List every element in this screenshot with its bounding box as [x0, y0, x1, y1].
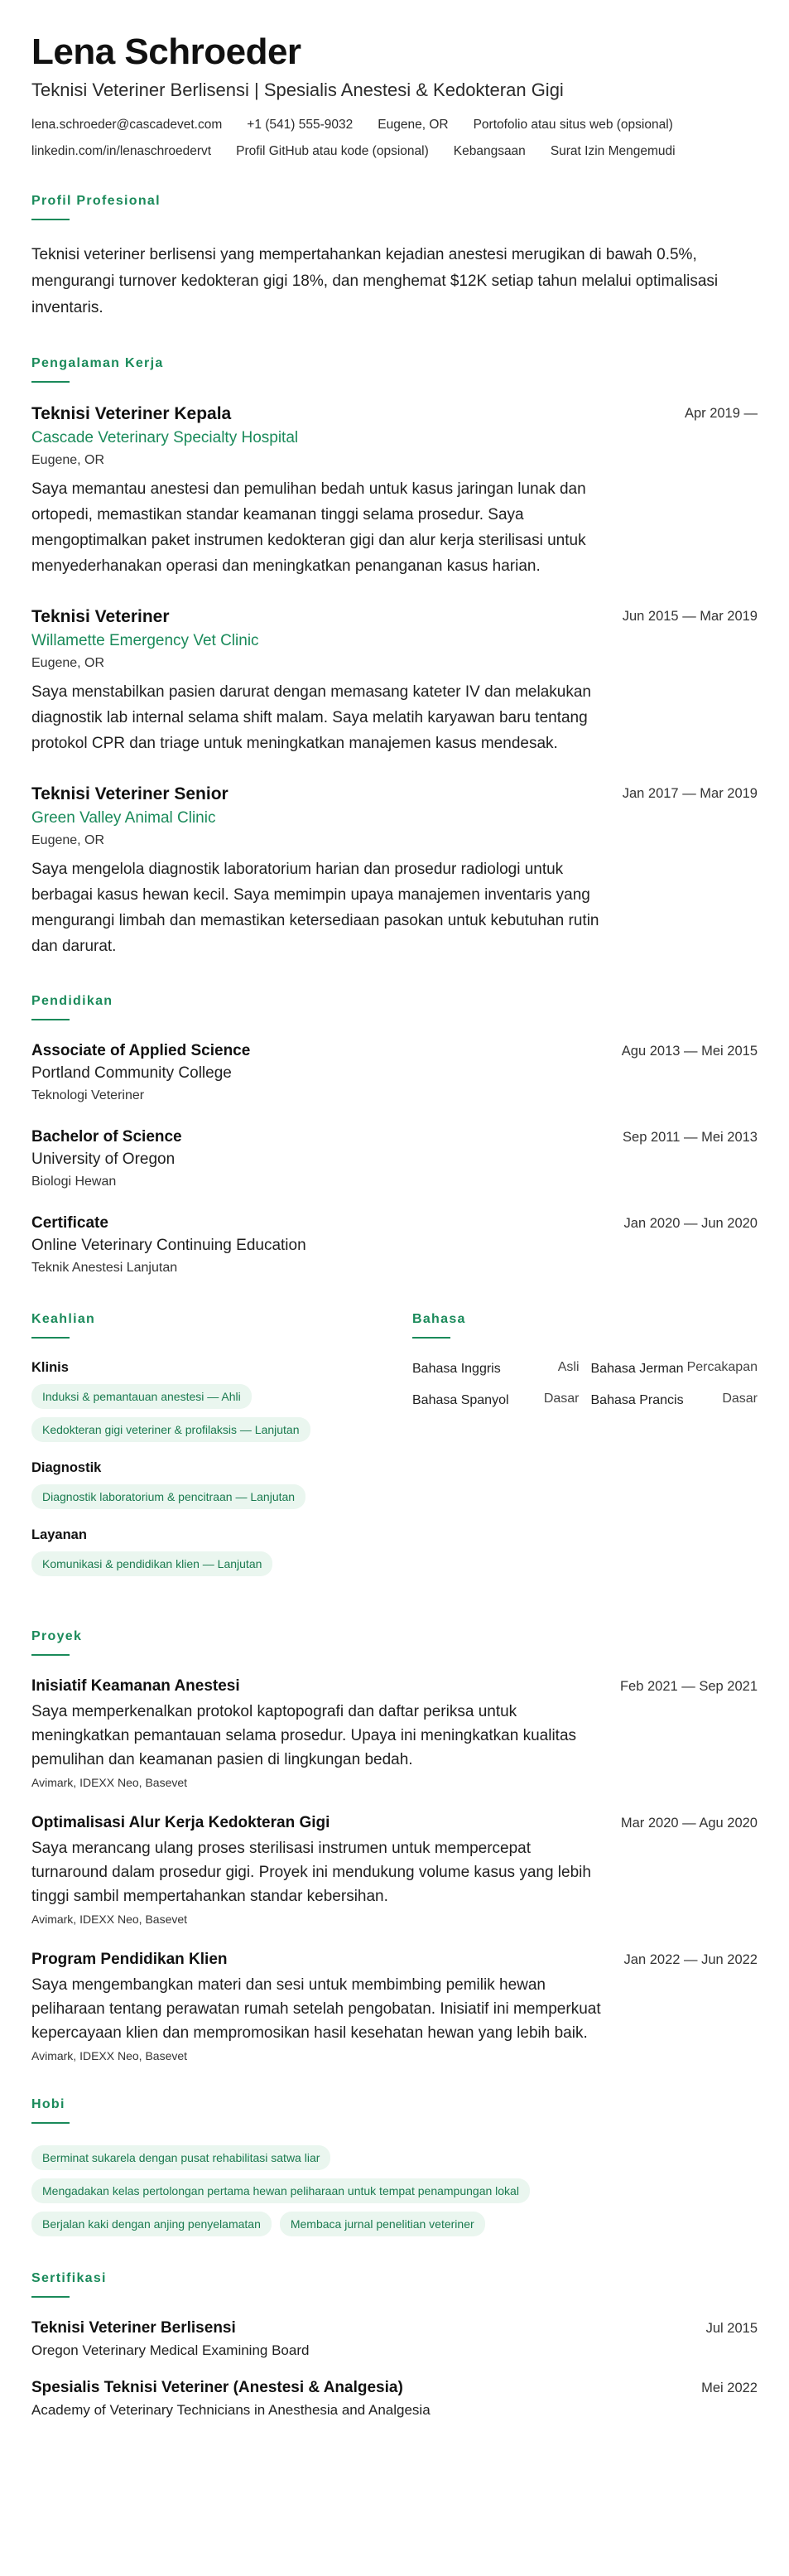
- skills-section: [31, 1312, 363, 1594]
- job-title: Teknisi Veteriner Kepala: [31, 404, 232, 423]
- section-heading: Proyek: [31, 1629, 83, 1643]
- hobby-tag: Berminat sukarela dengan pusat rehabilitasi satwa liar: [31, 2145, 330, 2170]
- job-date: Jun 2015 — Mar 2019: [622, 609, 758, 624]
- school-name: Portland Community College: [31, 1064, 232, 1082]
- education-entry: [31, 1042, 758, 1103]
- candidate-title: Teknisi Veteriner Berlisensi | Spesialis Anestesi & Kedokteran Gigi: [31, 80, 564, 100]
- certifications-section: [31, 2271, 758, 2419]
- contact-drivers-license: Surat Izin Mengemudi: [550, 144, 676, 158]
- language-name: Bahasa Jerman: [590, 1362, 684, 1376]
- language-item: [591, 1392, 758, 1410]
- certification-title: Teknisi Veteriner Berlisensi: [31, 2319, 236, 2337]
- certification-issuer: Academy of Veterinary Technicians in Anesthesia and Analgesia: [31, 2402, 431, 2418]
- degree-title: Certificate: [31, 1214, 108, 1232]
- employer-name: Willamette Emergency Vet Clinic: [31, 632, 259, 649]
- field-of-study: Teknik Anestesi Lanjutan: [31, 1261, 178, 1275]
- language-item: [412, 1360, 580, 1378]
- contact-linkedin[interactable]: linkedin.com/in/lenaschroedervt: [31, 144, 212, 158]
- skill-tag: Induksi & pemantauan anestesi — Ahli: [31, 1384, 252, 1409]
- project-tools: Avimark, IDEXX Neo, Basevet: [31, 2049, 188, 2062]
- job-location: Eugene, OR: [31, 833, 105, 847]
- certification-issuer: Oregon Veterinary Medical Examining Board: [31, 2342, 310, 2358]
- degree-title: Bachelor of Science: [31, 1128, 182, 1146]
- contact-nationality: Kebangsaan: [453, 144, 526, 158]
- section-heading: Bahasa: [412, 1312, 466, 1326]
- contact-location: Eugene, OR: [378, 118, 449, 132]
- project-date: Feb 2021 — Sep 2021: [619, 1679, 758, 1694]
- education-section: [31, 994, 758, 1276]
- job-date: Jan 2017 — Mar 2019: [622, 786, 758, 801]
- field-of-study: Biologi Hewan: [31, 1175, 117, 1189]
- candidate-name: Lena Schroeder: [31, 31, 301, 72]
- section-divider: [31, 1337, 70, 1339]
- skill-group: [31, 1460, 363, 1509]
- skill-tag: Kedokteran gigi veteriner & profilaksis — Lanjutan: [31, 1417, 310, 1442]
- languages-section: [412, 1312, 758, 1594]
- contact-email[interactable]: lena.schroeder@cascadevet.com: [31, 118, 223, 132]
- project-entry: [31, 1951, 758, 2062]
- experience-entry: [31, 404, 758, 579]
- job-date: Apr 2019 —: [684, 406, 758, 421]
- certification-entry: [31, 2379, 758, 2419]
- section-heading: Keahlian: [31, 1312, 96, 1326]
- contact-portfolio[interactable]: Portofolio atau situs web (opsional): [473, 118, 673, 132]
- hobby-tag: Mengadakan kelas pertolongan pertama hewan peliharaan untuk tempat penampungan lokal: [31, 2178, 530, 2203]
- job-location: Eugene, OR: [31, 656, 105, 670]
- project-description: Saya merancang ulang proses sterilisasi instrumen untuk mempercepat turnaround dalam prosedur gigi. Proyek ini mendukung volume kasus yang lebih tinggi sambil mempertahankan standar kebersihan.: [31, 1840, 591, 1905]
- experience-entry: [31, 784, 758, 959]
- language-name: Bahasa Inggris: [412, 1362, 501, 1376]
- section-divider: [31, 219, 70, 220]
- job-description: Saya memantau anestesi dan pemulihan bedah untuk kasus jaringan lunak dan ortopedi, memastikan standar keamanan tinggi selama prosedur. Saya mengoptimalkan paket instrumen kedokteran gigi dan alur kerja sterilisasi untuk menyederhanakan operasi dan meningkatkan penanganan kasus harian.: [31, 480, 586, 575]
- education-entry: [31, 1128, 758, 1189]
- job-location: Eugene, OR: [31, 453, 105, 467]
- skill-category: Diagnostik: [31, 1460, 102, 1475]
- language-level: Asli: [557, 1360, 580, 1374]
- language-level: Dasar: [543, 1392, 580, 1406]
- school-name: University of Oregon: [31, 1151, 176, 1168]
- section-heading: Pendidikan: [31, 994, 113, 1008]
- project-date: Jan 2022 — Jun 2022: [623, 1952, 758, 1967]
- skills-languages-row: [31, 1312, 758, 1594]
- project-entry: [31, 1677, 758, 1789]
- job-description: Saya menstabilkan pasien darurat dengan memasang kateter IV dan melakukan diagnostik lab internal selama shift malam. Saya melatih karyawan baru tentang protokol CPR dan triage untuk meningkatkan manajemen kasus mendesak.: [31, 683, 591, 752]
- employer-name: Cascade Veterinary Specialty Hospital: [31, 429, 299, 446]
- project-entry: [31, 1814, 758, 1926]
- resume-header: [31, 31, 758, 159]
- hobby-tag: Berjalan kaki dengan anjing penyelamatan: [31, 2212, 272, 2236]
- language-item: [591, 1360, 758, 1378]
- project-title: Program Pendidikan Klien: [31, 1951, 228, 1968]
- section-heading: Sertifikasi: [31, 2271, 107, 2285]
- contact-phone[interactable]: +1 (541) 555-9032: [247, 118, 354, 132]
- section-divider: [412, 1337, 450, 1339]
- section-heading: Hobi: [31, 2097, 65, 2111]
- skill-category: Layanan: [31, 1527, 87, 1542]
- hobby-tag: Membaca jurnal penelitian veteriner: [280, 2212, 485, 2236]
- education-date: Jan 2020 — Jun 2020: [623, 1216, 758, 1231]
- field-of-study: Teknologi Veteriner: [31, 1088, 145, 1102]
- contact-list: [31, 118, 758, 159]
- language-name: Bahasa Spanyol: [412, 1393, 509, 1407]
- section-divider: [31, 2122, 70, 2124]
- certification-entry: [31, 2319, 758, 2359]
- projects-section: [31, 1629, 758, 2062]
- school-name: Online Veterinary Continuing Education: [31, 1237, 306, 1254]
- job-description: Saya mengelola diagnostik laboratorium harian dan prosedur radiologi untuk berbagai kasus hewan kecil. Saya memimpin upaya manajemen inventaris yang mengurangi limbah dan memastikan ketersediaan pasokan untuk kebutuhan rutin dan darurat.: [31, 861, 599, 955]
- section-divider: [31, 2296, 70, 2298]
- section-divider: [31, 1654, 70, 1656]
- contact-github[interactable]: Profil GitHub atau kode (opsional): [236, 144, 429, 158]
- project-description: Saya mengembangkan materi dan sesi untuk membimbing pemilik hewan peliharaan tentang perawatan rumah setelah pengobatan. Inisiatif ini memperkuat kepercayaan klien dan mempromosikan hasil kesehatan hewan yang lebih baik.: [31, 1976, 601, 2042]
- section-heading: Pengalaman Kerja: [31, 356, 164, 370]
- project-description: Saya memperkenalkan protokol kaptopografi dan daftar periksa untuk meningkatkan pemantauan selama prosedur. Upaya ini meningkatkan kualitas pemulihan dan keamanan pasien di lingkungan bedah.: [31, 1703, 577, 1768]
- hobbies-section: [31, 2097, 758, 2236]
- skill-tag: Diagnostik laboratorium & pencitraan — Lanjutan: [31, 1484, 305, 1509]
- project-date: Mar 2020 — Agu 2020: [620, 1816, 758, 1831]
- job-title: Teknisi Veteriner Senior: [31, 784, 229, 803]
- certification-date: Mei 2022: [701, 2381, 758, 2395]
- project-tools: Avimark, IDEXX Neo, Basevet: [31, 1913, 188, 1926]
- certification-date: Jul 2015: [705, 2321, 758, 2336]
- hobby-tags: [31, 2145, 758, 2236]
- project-title: Optimalisasi Alur Kerja Kedokteran Gigi: [31, 1814, 330, 1831]
- experience-section: [31, 356, 758, 959]
- project-tools: Avimark, IDEXX Neo, Basevet: [31, 1776, 188, 1789]
- skill-group: [31, 1360, 363, 1442]
- skill-category: Klinis: [31, 1360, 69, 1375]
- experience-entry: [31, 607, 758, 756]
- job-title: Teknisi Veteriner: [31, 607, 170, 626]
- education-entry: [31, 1214, 758, 1276]
- language-name: Bahasa Prancis: [590, 1393, 684, 1407]
- education-date: Sep 2011 — Mei 2013: [623, 1130, 758, 1145]
- profile-section: [31, 194, 758, 321]
- skill-tag: Komunikasi & pendidikan klien — Lanjutan: [31, 1551, 272, 1576]
- section-heading: Profil Profesional: [31, 194, 161, 208]
- section-divider: [31, 1019, 70, 1020]
- skill-group: [31, 1527, 363, 1576]
- certification-title: Spesialis Teknisi Veteriner (Anestesi & Analgesia): [31, 2379, 403, 2396]
- degree-title: Associate of Applied Science: [31, 1042, 251, 1059]
- language-level: Percakapan: [686, 1360, 758, 1374]
- employer-name: Green Valley Animal Clinic: [31, 809, 216, 827]
- language-level: Dasar: [722, 1392, 758, 1406]
- profile-summary: Teknisi veteriner berlisensi yang mempertahankan kejadian anestesi merugikan di bawah 0.5%, mengurangi turnover kedokteran gigi 18%, dan menghemat $12K setiap tahun melalui optimalisasi inventaris.: [31, 246, 719, 316]
- project-title: Inisiatif Keamanan Anestesi: [31, 1677, 240, 1695]
- language-item: [412, 1392, 580, 1410]
- section-divider: [31, 381, 70, 383]
- education-date: Agu 2013 — Mei 2015: [621, 1044, 758, 1059]
